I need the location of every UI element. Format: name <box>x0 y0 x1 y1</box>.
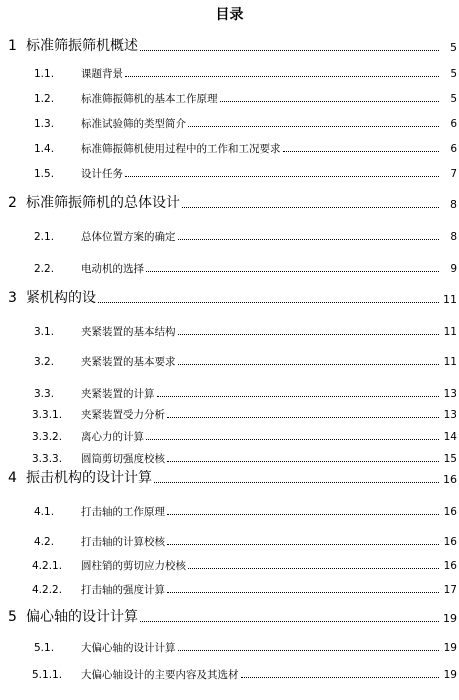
entry-label: 课题背景 <box>81 67 123 80</box>
entry-number: 1 <box>8 38 17 54</box>
toc-entry[interactable] <box>0 225 459 245</box>
entry-page: 6 <box>450 142 457 155</box>
toc-entry[interactable] <box>0 554 459 574</box>
entry-number: 2 <box>8 195 17 211</box>
dot-leader <box>140 50 439 51</box>
toc-entry[interactable] <box>0 500 459 520</box>
toc-entry[interactable] <box>0 607 459 627</box>
entry-label: 大偏心轴的设计计算 <box>81 641 176 654</box>
entry-page: 11 <box>443 293 457 306</box>
dot-leader <box>178 364 440 365</box>
toc-entry[interactable] <box>0 403 459 423</box>
entry-number: 3 <box>8 290 17 306</box>
dot-leader <box>154 482 439 483</box>
toc-entry[interactable] <box>0 636 459 656</box>
toc-entry[interactable] <box>0 257 459 277</box>
entry-label: 紧机构的设 <box>26 290 96 306</box>
dot-leader <box>241 677 440 678</box>
toc-entry[interactable] <box>0 137 459 157</box>
entry-number: 5 <box>8 609 17 625</box>
dot-leader <box>125 176 439 177</box>
entry-page: 9 <box>450 262 457 275</box>
entry-label: 夹紧装置的计算 <box>81 387 155 400</box>
entry-page: 16 <box>443 473 457 486</box>
entry-number: 4.2. <box>34 535 55 548</box>
entry-label: 标准筛振筛机概述 <box>26 38 138 54</box>
entry-number: 3.3.3. <box>32 452 63 465</box>
toc-entry[interactable] <box>0 87 459 107</box>
dot-leader <box>98 302 439 303</box>
toc-entry[interactable] <box>0 62 459 82</box>
entry-number: 5.1.1. <box>32 668 63 681</box>
entry-number: 4.2.1. <box>32 559 63 572</box>
toc-entry[interactable] <box>0 350 459 370</box>
entry-page: 19 <box>443 612 457 625</box>
entry-number: 3.2. <box>34 355 55 368</box>
entry-page: 11 <box>443 355 457 368</box>
entry-page: 6 <box>450 117 457 130</box>
toc-entry[interactable] <box>0 320 459 340</box>
dot-leader <box>220 101 440 102</box>
dot-leader <box>167 417 439 418</box>
entry-number: 3.3.1. <box>32 408 63 421</box>
dot-leader <box>167 592 439 593</box>
toc-entry[interactable] <box>0 162 459 182</box>
dot-leader <box>157 396 440 397</box>
toc-entry[interactable] <box>0 530 459 550</box>
entry-label: 标准筛振筛机使用过程中的工作和工况要求 <box>81 142 281 155</box>
entry-number: 2.1. <box>34 230 55 243</box>
entry-label: 打击轴的工作原理 <box>81 505 165 518</box>
dot-leader <box>178 650 440 651</box>
entry-page: 5 <box>450 67 457 80</box>
dot-leader <box>188 568 439 569</box>
dot-leader <box>167 544 439 545</box>
dot-leader <box>188 126 439 127</box>
dot-leader <box>178 239 440 240</box>
entry-number: 4.1. <box>34 505 55 518</box>
entry-page: 8 <box>450 230 457 243</box>
entry-page: 16 <box>443 535 457 548</box>
toc-title: 目录 <box>215 7 244 23</box>
entry-label: 夹紧装置受力分析 <box>81 408 165 421</box>
entry-label: 夹紧装置的基本要求 <box>81 355 176 368</box>
entry-label: 偏心轴的设计计算 <box>26 609 138 625</box>
entry-label: 总体位置方案的确定 <box>81 230 176 243</box>
entry-label: 夹紧装置的基本结构 <box>81 325 176 338</box>
entry-page: 17 <box>443 583 457 596</box>
entry-label: 电动机的选择 <box>81 262 144 275</box>
toc-entry[interactable] <box>0 447 459 467</box>
toc-entry[interactable] <box>0 578 459 598</box>
entry-label: 标准试验筛的类型简介 <box>81 117 186 130</box>
entry-label: 振击机构的设计计算 <box>26 470 152 486</box>
entry-label: 标准筛振筛机的基本工作原理 <box>81 92 218 105</box>
entry-page: 15 <box>443 452 457 465</box>
entry-number: 1.2. <box>34 92 55 105</box>
toc-entry[interactable] <box>0 193 459 213</box>
toc-entry[interactable] <box>0 663 459 683</box>
entry-page: 14 <box>443 430 457 443</box>
entry-page: 11 <box>443 325 457 338</box>
dot-leader <box>283 151 440 152</box>
entry-number: 3.3.2. <box>32 430 63 443</box>
entry-number: 3.1. <box>34 325 55 338</box>
entry-page: 13 <box>443 387 457 400</box>
entry-number: 3.3. <box>34 387 55 400</box>
entry-label: 大偏心轴设计的主要内容及其选材 <box>81 668 239 681</box>
entry-label: 离心力的计算 <box>81 430 144 443</box>
toc-entry[interactable] <box>0 468 459 488</box>
dot-leader <box>146 271 439 272</box>
entry-page: 7 <box>450 167 457 180</box>
entry-page: 13 <box>443 408 457 421</box>
entry-number: 4.2.2. <box>32 583 63 596</box>
entry-number: 1.1. <box>34 67 55 80</box>
dot-leader <box>140 621 439 622</box>
toc-entry[interactable] <box>0 288 459 308</box>
entry-number: 5.1. <box>34 641 55 654</box>
entry-page: 5 <box>450 92 457 105</box>
toc-entry[interactable] <box>0 382 459 402</box>
entry-label: 设计任务 <box>81 167 123 180</box>
entry-number: 1.3. <box>34 117 55 130</box>
entry-number: 1.5. <box>34 167 55 180</box>
entry-number: 1.4. <box>34 142 55 155</box>
entry-page: 19 <box>443 641 457 654</box>
entry-page: 8 <box>450 198 457 211</box>
dot-leader <box>167 461 439 462</box>
entry-page: 16 <box>443 559 457 572</box>
entry-label: 圆柱销的剪切应力校核 <box>81 559 186 572</box>
toc-entry[interactable] <box>0 36 459 56</box>
toc-entry[interactable] <box>0 112 459 132</box>
toc-entry[interactable] <box>0 425 459 445</box>
dot-leader <box>125 76 439 77</box>
dot-leader <box>182 207 439 208</box>
entry-page: 19 <box>443 668 457 681</box>
entry-label: 打击轴的强度计算 <box>81 583 165 596</box>
dot-leader <box>167 514 439 515</box>
entry-page: 16 <box>443 505 457 518</box>
dot-leader <box>178 334 440 335</box>
entry-label: 圆筒剪切强度校核 <box>81 452 165 465</box>
entry-label: 打击轴的计算校核 <box>81 535 165 548</box>
entry-label: 标准筛振筛机的总体设计 <box>26 195 180 211</box>
entry-number: 4 <box>8 470 17 486</box>
entry-number: 2.2. <box>34 262 55 275</box>
entry-page: 5 <box>450 41 457 54</box>
dot-leader <box>146 439 439 440</box>
